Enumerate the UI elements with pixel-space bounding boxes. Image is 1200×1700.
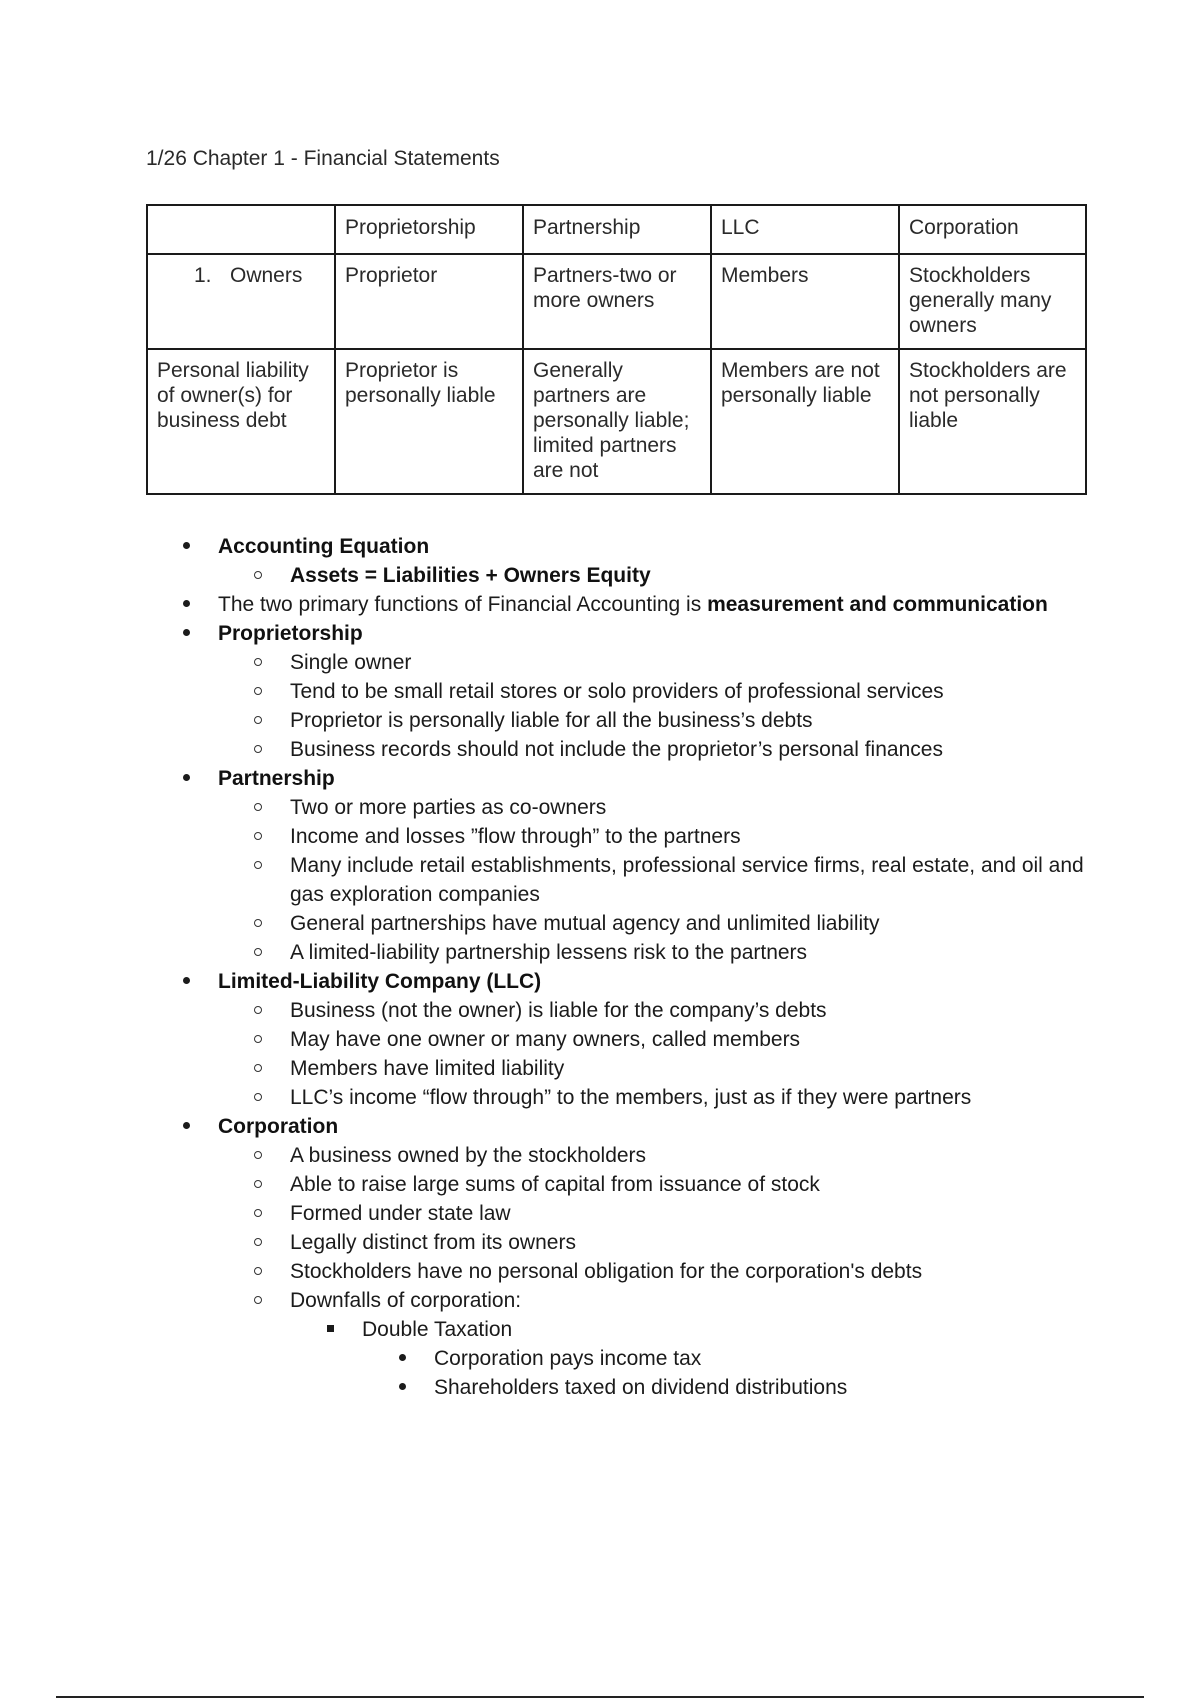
section-heading: Proprietorship: [218, 622, 363, 645]
comparison-table: [146, 204, 1087, 495]
table-cell: Proprietor: [335, 254, 523, 349]
bullet-icon: [176, 619, 196, 648]
circle-bullet-icon: [248, 1170, 268, 1199]
circle-bullet-icon: [248, 706, 268, 735]
bullet-icon: [176, 967, 196, 996]
section-heading: Partnership: [218, 767, 335, 790]
row-label-owners: [147, 254, 335, 349]
table-cell: Generally partners are personally liable; limited partners are not: [523, 349, 711, 494]
item-text: A business owned by the stockholders: [290, 1144, 647, 1167]
list-item: [290, 1315, 1096, 1402]
list-item: [218, 1199, 1096, 1228]
row-number: 1.: [194, 264, 212, 287]
bullet-icon: [392, 1373, 412, 1402]
list-item: [146, 764, 1096, 967]
item-text: Members have limited liability: [290, 1057, 565, 1080]
item-text: Corporation pays income tax: [434, 1347, 702, 1370]
list-item: [218, 1025, 1096, 1054]
list-item: [218, 1170, 1096, 1199]
item-text: Business (not the owner) is liable for the company’s debts: [290, 999, 827, 1022]
bullet-icon: [176, 1112, 196, 1141]
list-item: [218, 822, 1096, 851]
circle-bullet-icon: [248, 1257, 268, 1286]
list-item: [146, 1112, 1096, 1402]
list-item: [218, 1141, 1096, 1170]
item-text: Many include retail establishments, professional service firms, real estate, and oil and gas exploration companies: [290, 854, 1084, 906]
list-item: [218, 1054, 1096, 1083]
item-text: Business records should not include the proprietor’s personal finances: [290, 738, 943, 761]
notes-list: [146, 532, 1096, 1402]
circle-bullet-icon: [248, 561, 268, 590]
bullet-icon: [176, 532, 196, 561]
list-item: [218, 996, 1096, 1025]
list-item: [218, 648, 1096, 677]
item-text: Proprietor is personally liable for all the business’s debts: [290, 709, 813, 732]
item-text: LLC’s income “flow through” to the members, just as if they were partners: [290, 1086, 972, 1109]
list-item: [218, 909, 1096, 938]
circle-bullet-icon: [248, 648, 268, 677]
section-heading: Accounting Equation: [218, 535, 430, 558]
table-cell: Members are not personally liable: [711, 349, 899, 494]
bullet-icon: [392, 1344, 412, 1373]
section-heading: Limited-Liability Company (LLC): [218, 970, 542, 993]
page-bottom-divider: [56, 1696, 1144, 1698]
circle-bullet-icon: [248, 938, 268, 967]
section-heading: Corporation: [218, 1115, 339, 1138]
item-text: Formed under state law: [290, 1202, 511, 1225]
list-item: [218, 1228, 1096, 1257]
row-label-liability: Personal liability of owner(s) for business debt: [147, 349, 335, 494]
bullet-icon: [176, 590, 196, 619]
list-item: [362, 1344, 1096, 1373]
bullet-icon: [176, 764, 196, 793]
circle-bullet-icon: [248, 793, 268, 822]
header-cell: [147, 205, 335, 254]
equation-text: Assets = Liabilities + Owners Equity: [290, 564, 651, 587]
list-item: [362, 1373, 1096, 1402]
item-text: Income and losses ”flow through” to the partners: [290, 825, 741, 848]
list-item: [218, 706, 1096, 735]
list-item: [218, 793, 1096, 822]
list-item: [218, 851, 1096, 909]
table-cell: Stockholders generally many owners: [899, 254, 1086, 349]
item-text: Two or more parties as co-owners: [290, 796, 607, 819]
table-header-row: [147, 205, 1086, 254]
table-cell: Members: [711, 254, 899, 349]
circle-bullet-icon: [248, 996, 268, 1025]
circle-bullet-icon: [248, 1286, 268, 1315]
circle-bullet-icon: [248, 1228, 268, 1257]
square-bullet-icon: [320, 1315, 340, 1344]
circle-bullet-icon: [248, 677, 268, 706]
circle-bullet-icon: [248, 851, 268, 880]
header-cell: Partnership: [523, 205, 711, 254]
table-row-owners: [147, 254, 1086, 349]
list-item: [218, 938, 1096, 967]
table-cell: Stockholders are not personally liable: [899, 349, 1086, 494]
item-text: Legally distinct from its owners: [290, 1231, 576, 1254]
item-text: Shareholders taxed on dividend distributions: [434, 1376, 848, 1399]
item-text: Downfalls of corporation:: [290, 1289, 522, 1312]
table-row-liability: [147, 349, 1086, 494]
list-item: [218, 735, 1096, 764]
page-title: 1/26 Chapter 1 - Financial Statements: [146, 147, 500, 170]
functions-text: The two primary functions of Financial Accounting is: [218, 593, 708, 616]
item-text: Single owner: [290, 651, 412, 674]
header-cell: LLC: [711, 205, 899, 254]
list-item: [146, 967, 1096, 1112]
circle-bullet-icon: [248, 1199, 268, 1228]
circle-bullet-icon: [248, 1141, 268, 1170]
header-cell: Proprietorship: [335, 205, 523, 254]
circle-bullet-icon: [248, 735, 268, 764]
circle-bullet-icon: [248, 822, 268, 851]
circle-bullet-icon: [248, 1083, 268, 1112]
circle-bullet-icon: [248, 909, 268, 938]
item-text: Tend to be small retail stores or solo providers of professional services: [290, 680, 944, 703]
functions-bold: measurement and communication: [707, 593, 1048, 616]
list-item: [218, 1286, 1096, 1402]
list-item: [146, 532, 1096, 590]
table-cell: Partners-two or more owners: [523, 254, 711, 349]
list-item: [218, 677, 1096, 706]
list-item: [146, 590, 1096, 619]
item-text: A limited-liability partnership lessens risk to the partners: [290, 941, 808, 964]
header-cell: Corporation: [899, 205, 1086, 254]
list-item: [218, 561, 1096, 590]
list-item: [146, 619, 1096, 764]
table-cell: Proprietor is personally liable: [335, 349, 523, 494]
item-text: Stockholders have no personal obligation for the corporation's debts: [290, 1260, 923, 1283]
circle-bullet-icon: [248, 1054, 268, 1083]
circle-bullet-icon: [248, 1025, 268, 1054]
item-text: Able to raise large sums of capital from issuance of stock: [290, 1173, 820, 1196]
item-text: May have one owner or many owners, called members: [290, 1028, 801, 1051]
list-item: [218, 1083, 1096, 1112]
item-text: Double Taxation: [362, 1318, 513, 1341]
item-text: General partnerships have mutual agency and unlimited liability: [290, 912, 880, 935]
row-label-text: Owners: [230, 264, 303, 287]
list-item: [218, 1257, 1096, 1286]
